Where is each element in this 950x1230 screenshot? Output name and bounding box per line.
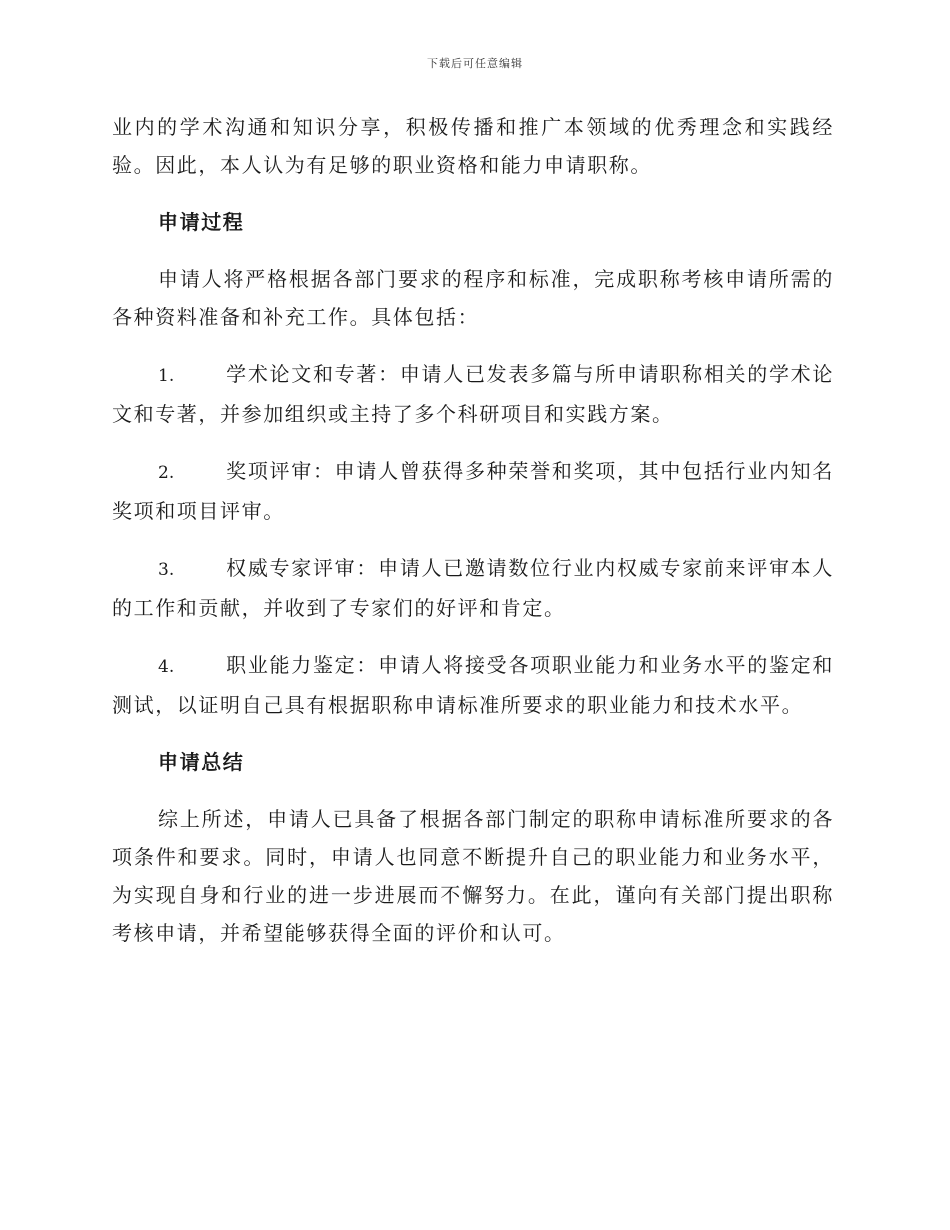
list-item xyxy=(112,646,834,724)
list-item-number: 3. xyxy=(158,560,175,580)
list-item xyxy=(112,355,834,433)
page-header: 下载后可任意编辑 xyxy=(427,57,523,70)
section-heading-summary: 申请总结 xyxy=(158,750,245,774)
process-intro-paragraph: 申请人将严格根据各部门要求的程序和标准，完成职称考核申请所需的各种资料准备和补充工作。具体包括： xyxy=(112,267,834,329)
list-item-text: 权威专家评审：申请人已邀请数位行业内权威专家前来评审本人的工作和贡献，并收到了专家们的好评和肯定。 xyxy=(112,556,834,620)
list-item-text: 学术论文和专著：申请人已发表多篇与所申请职称相关的学术论文和专著，并参加组织或主持了多个科研项目和实践方案。 xyxy=(112,362,834,426)
intro-continuation-paragraph: 业内的学术沟通和知识分享，积极传播和推广本领域的优秀理念和实践经验。因此，本人认为有足够的职业资格和能力申请职称。 xyxy=(112,115,834,177)
list-item-text: 奖项评审：申请人曾获得多种荣誉和奖项，其中包括行业内知名奖项和项目评审。 xyxy=(112,459,834,523)
list-item xyxy=(112,549,834,627)
summary-paragraph: 综上所述，申请人已具备了根据各部门制定的职称申请标准所要求的各项条件和要求。同时，申请人也同意不断提升自己的职业能力和业务水平，为实现自身和行业的进一步进展而不懈努力。在此，谨向有关部门提出职称考核申请，并希望能够获得全面的评价和认可。 xyxy=(112,807,834,945)
section-heading-process: 申请过程 xyxy=(158,210,245,234)
document-body xyxy=(112,108,834,971)
list-item-text: 职业能力鉴定：申请人将接受各项职业能力和业务水平的鉴定和测试，以证明自己具有根据职称申请标准所要求的职业能力和技术水平。 xyxy=(112,653,834,717)
list-item-number: 4. xyxy=(158,657,175,677)
list-item xyxy=(112,452,834,530)
list-item-number: 2. xyxy=(158,463,175,483)
list-item-number: 1. xyxy=(158,366,175,386)
